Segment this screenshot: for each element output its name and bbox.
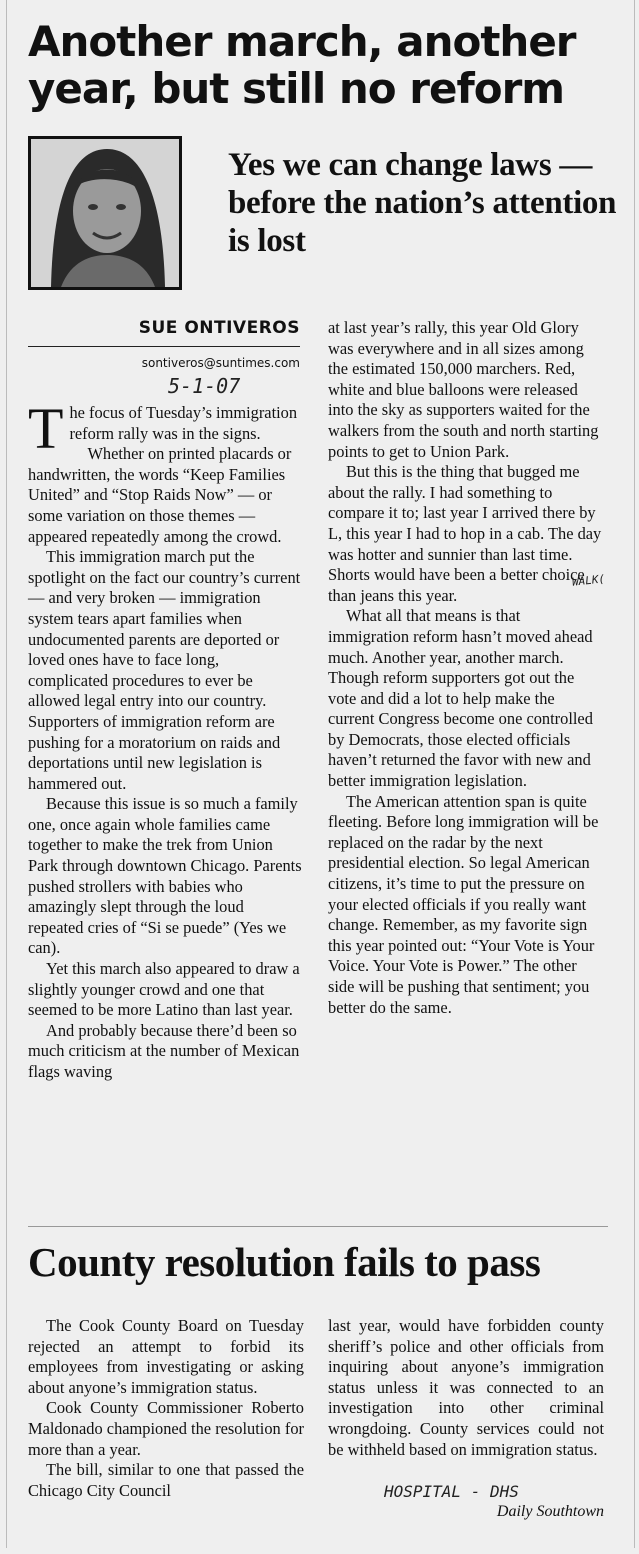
paragraph-1 bbox=[28, 396, 302, 461]
paragraph-9: What all that means is that immigration reform hasn’t moved ahead much. Another year, another march. Though reform supporters got out the vote and did a lot to help make the current Congress become one controlled by Democrats, those elected officials haven’t returned the favor with new and better immigration legislation. bbox=[328, 606, 593, 791]
source-credit: Daily Southtown bbox=[496, 1503, 604, 1520]
brief-headline: County resolution fails to pass bbox=[28, 1239, 541, 1285]
drop-cap: T bbox=[28, 396, 64, 461]
section-divider bbox=[28, 1226, 608, 1227]
brief-column-2 bbox=[328, 1316, 604, 1460]
paragraph-2: Whether on printed placards or handwritten, the words “Keep Families United” and “Stop Raids Now” — or some variation on those themes — appeared repeatedly among the crowd. bbox=[28, 444, 292, 546]
brief-paragraph-1: The Cook County Board on Tuesday rejected an attempt to forbid its employees from investigating or asking about anyone’s immigration status. bbox=[28, 1316, 304, 1397]
article-column-2 bbox=[328, 318, 604, 1018]
brief-paragraph-4: last year, would have forbidden county sheriff’s police and other officials from inquiring about anyone’s immigration status unless it was connected to an investigation into other criminal wrongdoing. County services could not be withheld based on immigration status. bbox=[328, 1316, 604, 1459]
paragraph-1-text: he focus of Tuesday’s immigration reform rally was in the signs. bbox=[69, 403, 298, 443]
brief-paragraph-2: Cook County Commissioner Roberto Maldonado championed the resolution for more than a year. bbox=[28, 1398, 304, 1459]
brief-column-1 bbox=[28, 1316, 304, 1501]
columnist-photo bbox=[28, 136, 182, 290]
paragraph-8: But this is the thing that bugged me about the rally. I had something to compare it to; last year I arrived there by L, this year I had to hop in a cab. The day was hotter and sunnier than last time. Shorts would have been a better choice than jeans this year. bbox=[328, 462, 602, 605]
article-headline: Another march, another year, but still no reform bbox=[28, 17, 576, 113]
paragraph-6: And probably because there’d been so much criticism at the number of Mexican flags waving bbox=[28, 1020, 300, 1081]
brief-paragraph-3: The bill, similar to one that passed the Chicago City Council bbox=[28, 1460, 304, 1500]
handwritten-date: 5-1-07 bbox=[168, 374, 241, 398]
paragraph-10: The American attention span is quite fleeting. Before long immigration will be replaced on the radar by the next presidential election. So legal American citizens, it’s time to put the pressure on your elected officials if you really want change. Remember, as my favorite sign this year pointed out: “Your Vote is Your Voice. Your Vote is Power.” The other side will be pushing that sentiment; you better do the same. bbox=[328, 791, 599, 1017]
article-deck: Yes we can change laws — before the nation’s attention is lost bbox=[228, 147, 617, 259]
byline: SUE ONTIVEROS bbox=[138, 318, 300, 338]
handwritten-margin-note: WALK( bbox=[571, 572, 606, 589]
paragraph-4: Because this issue is so much a family one, once again whole families came together to make the trek from Union Park through downtown Chicago. Parents pushed strollers with babies who amazingly slept through the loud repeated cries of “Si se puede” (Yes we can). bbox=[28, 794, 302, 958]
paragraph-3: This immigration march put the spotlight on the fact our country’s current — and very broken — immigration system tears apart families when undocumented parents are deported or loved ones have to face long, complicated procedures to ever be allowed legal entry into our country. Supporters of immigration reform are pushing for a moratorium on raids and deportations until new legislation is hammered out. bbox=[28, 547, 301, 793]
author-email: sontiveros@suntimes.com bbox=[141, 356, 300, 370]
article-column-1 bbox=[28, 396, 302, 1083]
paragraph-5: Yet this march also appeared to draw a slightly younger crowd and one that seemed to be more Latino than last year. bbox=[28, 959, 300, 1020]
byline-rule bbox=[28, 346, 300, 347]
handwritten-note: HOSPITAL - DHS bbox=[384, 1482, 519, 1501]
paragraph-7: at last year’s rally, this year Old Glory was everywhere and in all sizes among the estimated 150,000 marchers. Red, white and blue balloons were released into the sky as supporters waited for the walkers from the south and north starting points to get to Union Park. bbox=[328, 318, 599, 461]
